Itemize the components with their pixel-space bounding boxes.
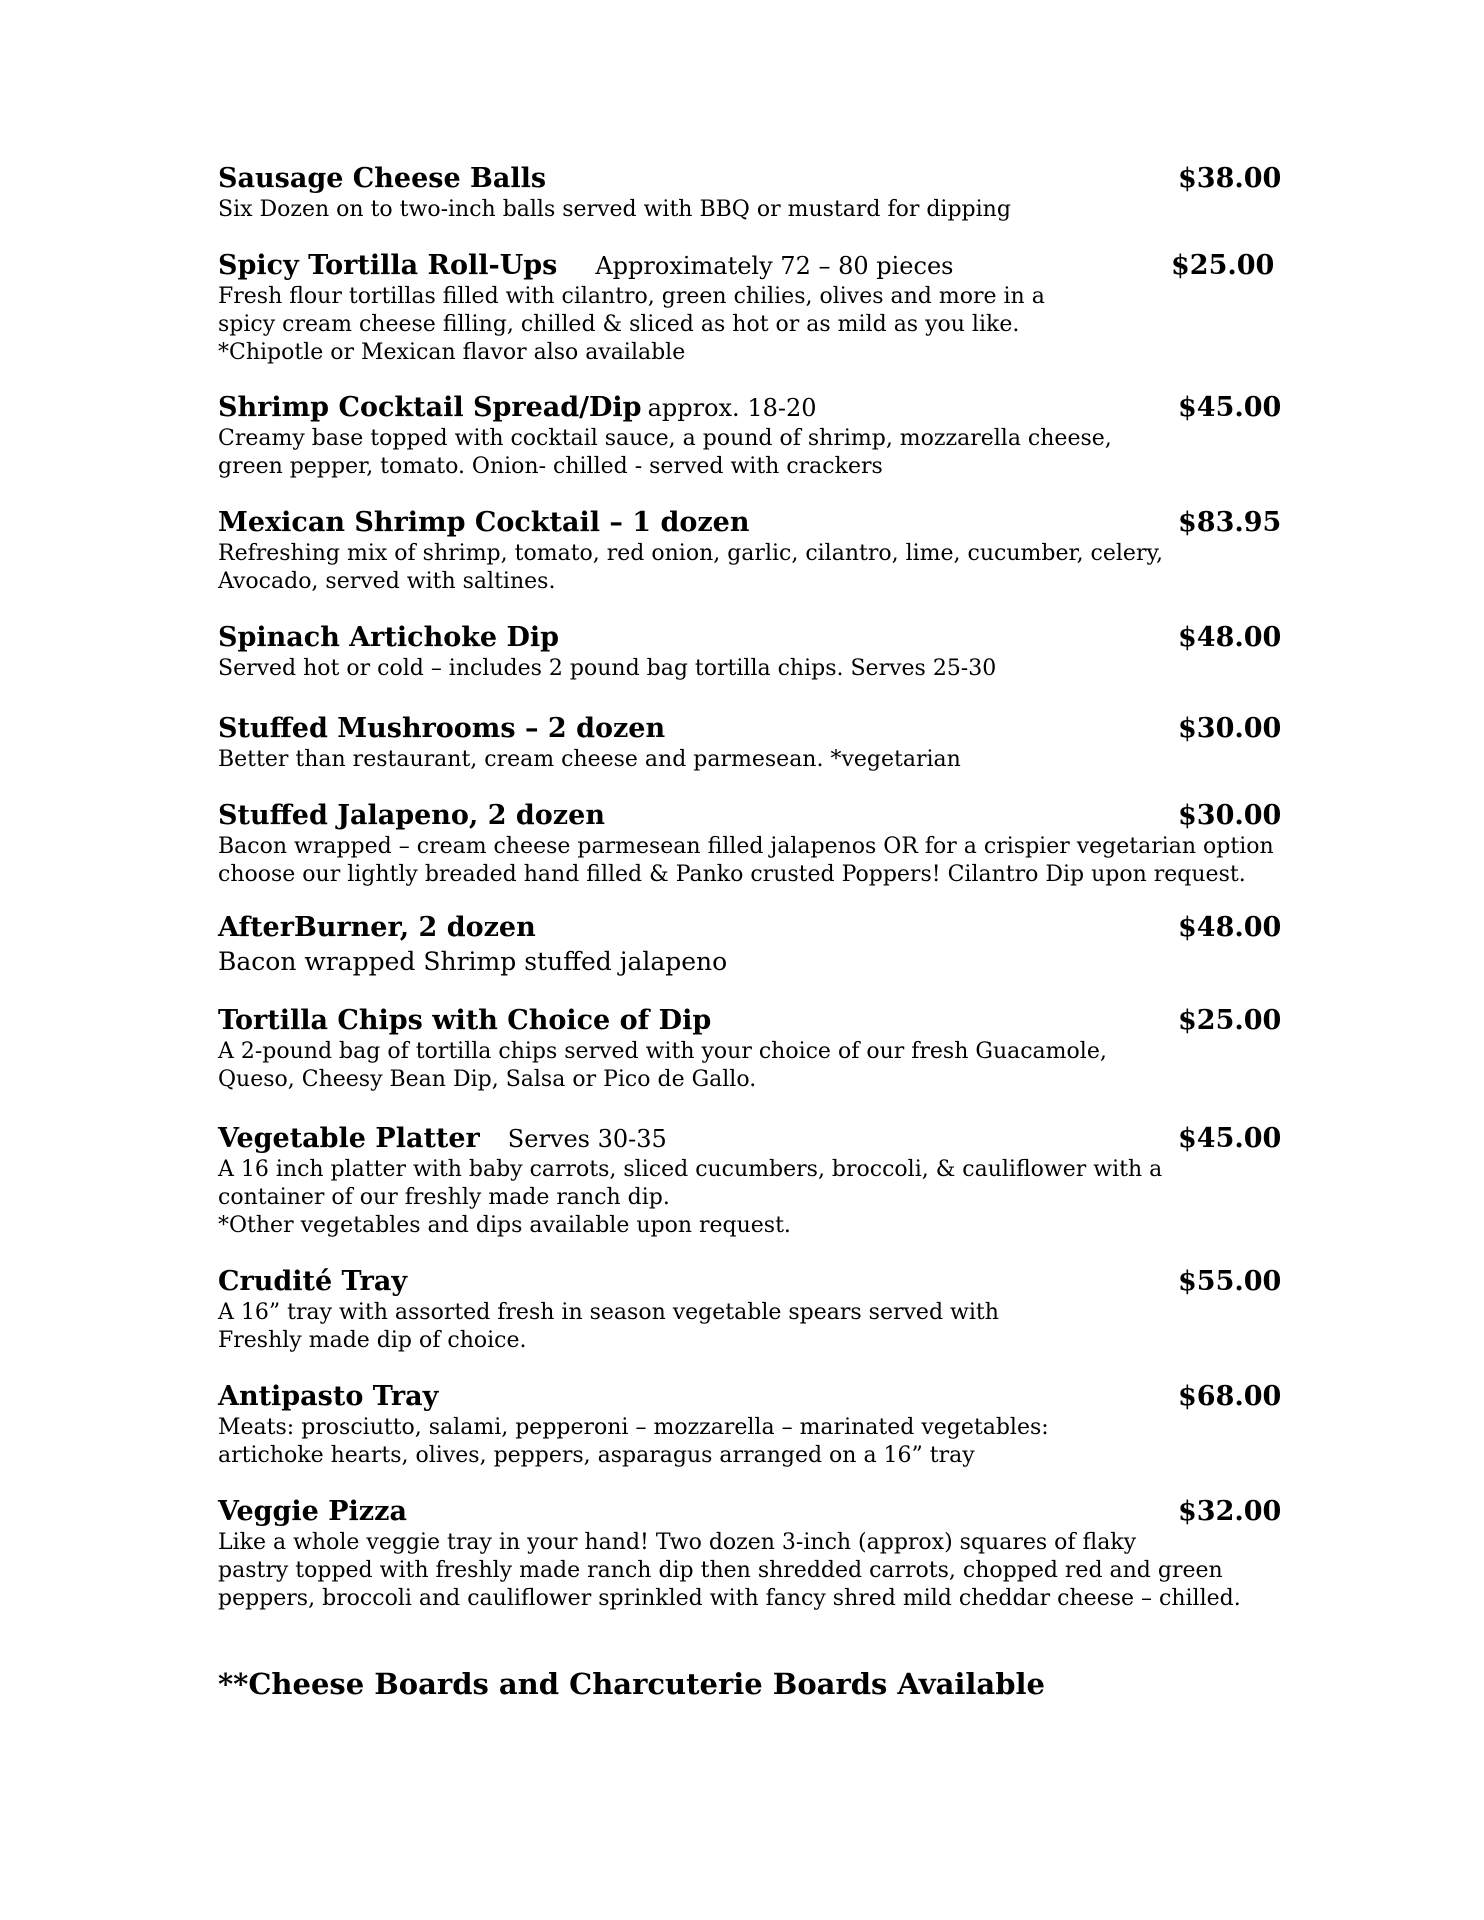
item-description: Bacon wrapped – cream cheese parmesean filled jalapenos OR for a crispier vegetarian option (218, 834, 1274, 859)
item-description: Better than restaurant, cream cheese and parmesean. *vegetarian (218, 747, 961, 772)
menu-item-stuffed-jalapeno (218, 799, 1282, 889)
item-name: Vegetable Platter (218, 1123, 480, 1154)
item-description: Meats: prosciutto, salami, pepperoni – mozzarella – marinated vegetables: (218, 1415, 1049, 1440)
item-description: Refreshing mix of shrimp, tomato, red onion, garlic, cilantro, lime, cucumber, celery, (218, 541, 1163, 566)
item-name: Crudité Tray (218, 1266, 408, 1297)
item-price: $25.00 (1178, 1005, 1282, 1036)
menu-item-shrimp-cocktail-spread (218, 391, 1282, 481)
item-name: AfterBurner, 2 dozen (218, 912, 536, 943)
item-name: Stuffed Mushrooms – 2 dozen (218, 713, 666, 744)
item-description: Like a whole veggie tray in your hand! Two dozen 3-inch (approx) squares of flaky (218, 1530, 1137, 1555)
item-price: $30.00 (1178, 713, 1282, 744)
item-price: $83.95 (1178, 507, 1282, 538)
item-description: pastry topped with freshly made ranch dip then shredded carrots, chopped red and green (218, 1558, 1223, 1583)
item-note: approx. 18-20 (647, 394, 817, 422)
item-price: $45.00 (1178, 392, 1282, 423)
menu-item-mexican-shrimp-cocktail (218, 506, 1282, 596)
item-description: green pepper, tomato. Onion- chilled - served with crackers (218, 454, 883, 479)
menu-item-crudite-tray (218, 1265, 1282, 1355)
item-name: Sausage Cheese Balls (218, 163, 547, 194)
item-price: $48.00 (1178, 912, 1282, 943)
menu-item-antipasto-tray (218, 1380, 1282, 1470)
menu-item-vegetable-platter (218, 1122, 1282, 1240)
item-price: $68.00 (1178, 1381, 1282, 1412)
item-description: Freshly made dip of choice. (218, 1328, 527, 1353)
item-description: Creamy base topped with cocktail sauce, a pound of shrimp, mozzarella cheese, (218, 426, 1112, 451)
menu-item-spicy-tortilla-roll-ups (218, 249, 1278, 367)
item-price: $45.00 (1178, 1123, 1282, 1154)
item-description: peppers, broccoli and cauliflower sprinkled with fancy shred mild cheddar cheese – chilled. (218, 1586, 1241, 1611)
item-description: A 16” tray with assorted fresh in season vegetable spears served with (218, 1300, 999, 1325)
item-name: Mexican Shrimp Cocktail – 1 dozen (218, 507, 750, 538)
item-description: container of our freshly made ranch dip. (218, 1185, 670, 1210)
footer-note: **Cheese Boards and Charcuterie Boards Available (218, 1667, 1045, 1701)
item-description: spicy cream cheese filling, chilled & sliced as hot or as mild as you like. (218, 312, 1020, 337)
menu-item-tortilla-chips (218, 1004, 1282, 1094)
item-note: Serves 30-35 (507, 1125, 667, 1153)
item-description: Queso, Cheesy Bean Dip, Salsa or Pico de Gallo. (218, 1067, 757, 1092)
item-description: Fresh flour tortillas filled with cilantro, green chilies, olives and more in a (218, 284, 1045, 309)
item-note: Approximately 72 – 80 pieces (595, 252, 954, 280)
menu-item-stuffed-mushrooms (218, 712, 1282, 774)
item-description: A 16 inch platter with baby carrots, sliced cucumbers, broccoli, & cauliflower with a (218, 1157, 1163, 1182)
menu-item-spinach-artichoke-dip (218, 621, 1282, 683)
item-description: Served hot or cold – includes 2 pound bag tortilla chips. Serves 25-30 (218, 656, 997, 681)
menu-item-afterburner (218, 911, 1282, 977)
item-description: A 2-pound bag of tortilla chips served with your choice of our fresh Guacamole, (218, 1039, 1107, 1064)
item-description: Six Dozen on to two-inch balls served with BBQ or mustard for dipping (218, 197, 1011, 222)
item-price: $48.00 (1178, 622, 1282, 653)
item-description: artichoke hearts, olives, peppers, asparagus arranged on a 16” tray (218, 1443, 975, 1468)
item-name: Stuffed Jalapeno, 2 dozen (218, 800, 605, 831)
item-name: Spinach Artichoke Dip (218, 622, 560, 653)
menu-item-sausage-cheese-balls (218, 162, 1282, 224)
item-description: Bacon wrapped Shrimp stuffed jalapeno (218, 947, 728, 976)
item-name: Shrimp Cocktail Spread/Dip (218, 392, 642, 423)
item-description: *Other vegetables and dips available upon request. (218, 1213, 791, 1238)
item-description: Avocado, served with saltines. (218, 569, 556, 594)
item-description: *Chipotle or Mexican flavor also available (218, 340, 686, 365)
item-name: Veggie Pizza (218, 1496, 407, 1527)
item-price: $32.00 (1178, 1496, 1282, 1527)
item-price: $55.00 (1178, 1266, 1282, 1297)
menu-item-veggie-pizza (218, 1495, 1282, 1613)
item-price: $25.00 (1171, 250, 1275, 281)
item-description: choose our lightly breaded hand filled & Panko crusted Poppers! Cilantro Dip upon request. (218, 862, 1246, 887)
item-name: Spicy Tortilla Roll-Ups (218, 250, 558, 281)
item-price: $30.00 (1178, 800, 1282, 831)
item-price: $38.00 (1178, 163, 1282, 194)
item-name: Antipasto Tray (218, 1381, 439, 1412)
item-name: Tortilla Chips with Choice of Dip (218, 1005, 712, 1036)
